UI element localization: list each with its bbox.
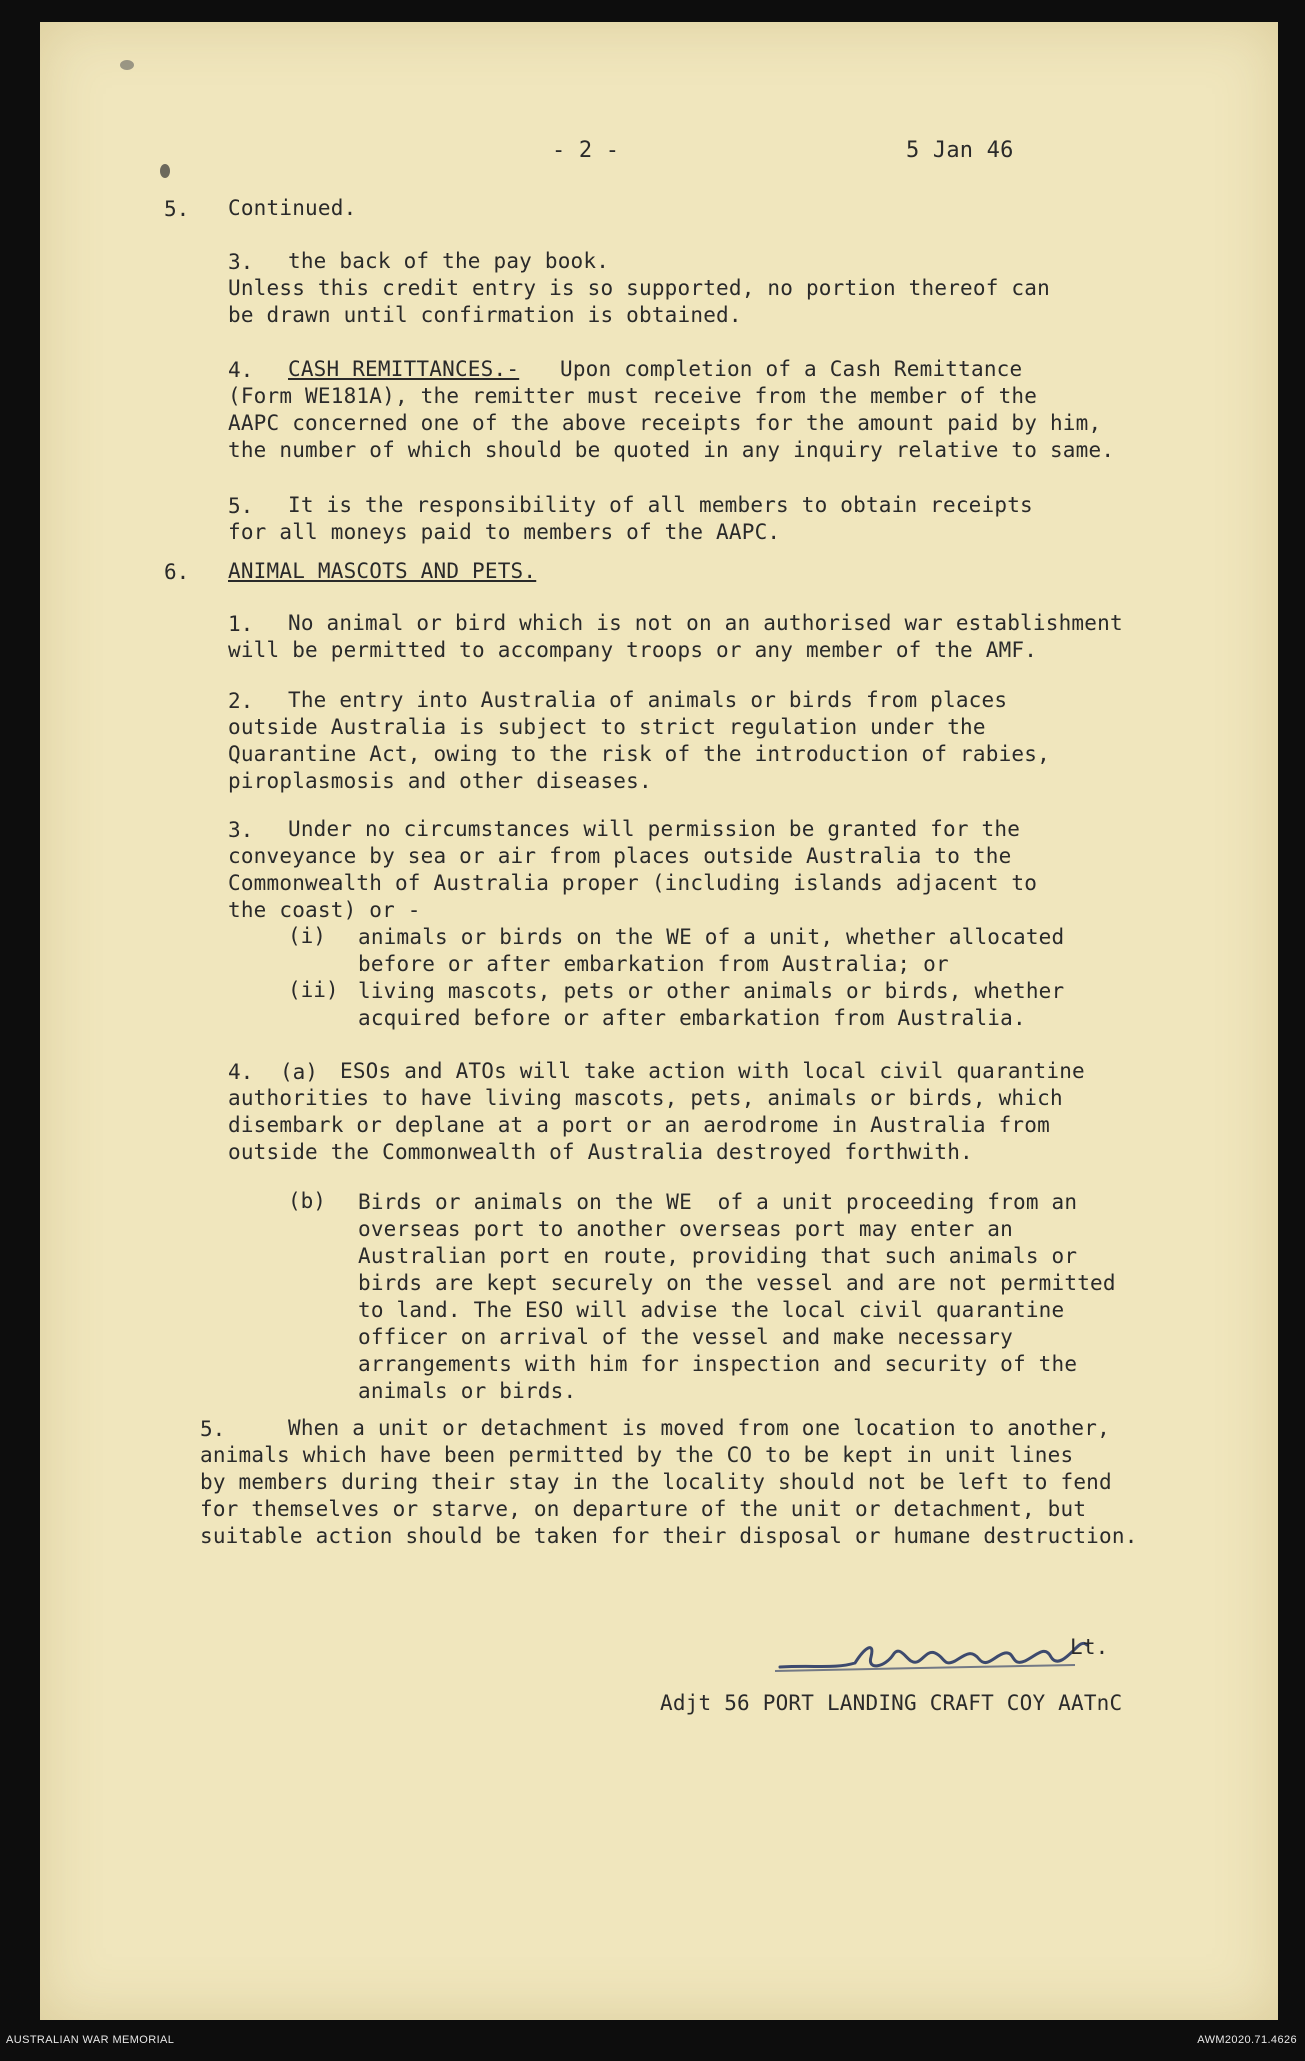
s6-para-4-b-line: Australian port en route, providing that such animals or — [358, 1244, 1078, 1268]
s5-para-4-line: the number of which should be quoted in any inquiry relative to same. — [228, 438, 1115, 462]
s6-para-2-line: Quarantine Act, owing to the risk of the introduction of rabies, — [228, 742, 1050, 766]
signature-title: Adjt 56 PORT LANDING CRAFT COY AATnC — [660, 1691, 1123, 1715]
s6-para-5-line: animals which have been permitted by the CO to be kept in unit lines — [200, 1443, 1074, 1467]
s6-para-3-sub-ii-line: acquired before or after embarkation from Australia. — [358, 1006, 1026, 1030]
s6-para-1-number: 1. — [228, 612, 254, 636]
s6-para-4-b-line: to land. The ESO will advise the local civil quarantine — [358, 1298, 1065, 1322]
s6-para-5-number: 5. — [200, 1417, 226, 1441]
s6-para-5-line: by members during their stay in the locality should not be left to fend — [200, 1470, 1112, 1494]
s6-para-1-line: will be permitted to accompany troops or any member of the AMF. — [228, 638, 1038, 662]
s6-para-2-line: piroplasmosis and other diseases. — [228, 769, 652, 793]
ink-smudge — [160, 164, 170, 178]
footer-institution: AUSTRALIAN WAR MEMORIAL — [6, 2034, 175, 2046]
s6-para-4-sub-b-label: (b) — [288, 1189, 326, 1213]
s6-para-3-line: Commonwealth of Australia proper (including islands adjacent to — [228, 871, 1038, 895]
section-6-number: 6. — [164, 560, 190, 584]
section-5-number: 5. — [164, 197, 190, 221]
s6-para-4-sub-a-label: (a) — [280, 1060, 318, 1084]
s6-para-5-line: for themselves or starve, on departure of the unit or detachment, but — [200, 1497, 1087, 1521]
s5-para-4-line: (Form WE181A), the remitter must receive from the member of the — [228, 384, 1038, 408]
s6-para-1-line: No animal or bird which is not on an authorised war establishment — [288, 611, 1123, 635]
s6-para-4-b-line: officer on arrival of the vessel and make necessary — [358, 1325, 1013, 1349]
cash-remittances-heading: CASH REMITTANCES.- — [288, 357, 520, 381]
document-page — [40, 22, 1278, 2020]
section-6-title: ANIMAL MASCOTS AND PETS. — [228, 559, 537, 583]
s6-para-4-b-line: birds are kept securely on the vessel and are not permitted — [358, 1271, 1116, 1295]
s5-para-3-line: Unless this credit entry is so supported, no portion thereof can — [228, 276, 1050, 300]
s6-para-2-number: 2. — [228, 689, 254, 713]
s6-para-4-b-line: arrangements with him for inspection and security of the — [358, 1352, 1078, 1376]
s5-para-4-line: Upon completion of a Cash Remittance — [560, 357, 1023, 381]
s6-para-3-line: the coast) or - — [228, 898, 421, 922]
s6-para-2-line: outside Australia is subject to strict regulation under the — [228, 715, 986, 739]
s6-para-3-sub-ii-line: living mascots, pets or other animals or birds, whether — [358, 979, 1065, 1003]
s6-para-4-a-line: authorities to have living mascots, pets, animals or birds, which — [228, 1086, 1063, 1110]
s6-para-4-a-line: outside the Commonwealth of Australia destroyed forthwith. — [228, 1140, 973, 1164]
s6-para-3-line: Under no circumstances will permission be granted for the — [288, 817, 1021, 841]
s5-para-3-line: be drawn until confirmation is obtained. — [228, 303, 742, 327]
s6-para-4-b-line: Birds or animals on the WE of a unit proceeding from an — [358, 1190, 1078, 1214]
s6-para-3-number: 3. — [228, 818, 254, 842]
handwritten-signature — [775, 1627, 1115, 1687]
s6-para-3-sub-i-line: animals or birds on the WE of a unit, whether allocated — [358, 925, 1065, 949]
s6-para-5-line: When a unit or detachment is moved from one location to another, — [288, 1416, 1110, 1440]
s6-para-3-sub-i-line: before or after embarkation from Australia; or — [358, 952, 949, 976]
s6-para-3-sub-ii-label: (ii) — [288, 978, 339, 1002]
s6-para-3-sub-i-label: (i) — [288, 924, 326, 948]
s6-para-2-line: The entry into Australia of animals or birds from places — [288, 688, 1008, 712]
s6-para-4-b-line: animals or birds. — [358, 1379, 577, 1403]
s6-para-4-b-line: overseas port to another overseas port may enter an — [358, 1217, 1013, 1241]
s5-para-3-number: 3. — [228, 250, 254, 274]
s6-para-4-a-line: ESOs and ATOs will take action with local civil quarantine — [340, 1059, 1085, 1083]
footer-catalogue-number: AWM2020.71.4626 — [1197, 2034, 1297, 2046]
document-date: 5 Jan 46 — [906, 138, 1014, 163]
s5-para-5-number: 5. — [228, 494, 254, 518]
s6-para-4-number: 4. — [228, 1060, 254, 1084]
s6-para-5-line: suitable action should be taken for their disposal or humane destruction. — [200, 1524, 1138, 1548]
s5-para-3-line: the back of the pay book. — [288, 249, 610, 273]
s5-para-4-number: 4. — [228, 358, 254, 382]
section-5-title: Continued. — [228, 196, 357, 220]
page-number: - 2 - — [552, 138, 620, 163]
s5-para-5-line: for all moneys paid to members of the AAPC. — [228, 520, 781, 544]
s5-para-5-line: It is the responsibility of all members to obtain receipts — [288, 493, 1033, 517]
ink-smudge — [120, 60, 134, 70]
signature-rank: Lt. — [1070, 1635, 1109, 1659]
s5-para-4-line: AAPC concerned one of the above receipts for the amount paid by him, — [228, 411, 1102, 435]
s6-para-4-a-line: disembark or deplane at a port or an aerodrome in Australia from — [228, 1113, 1050, 1137]
s6-para-3-line: conveyance by sea or air from places outside Australia to the — [228, 844, 1012, 868]
